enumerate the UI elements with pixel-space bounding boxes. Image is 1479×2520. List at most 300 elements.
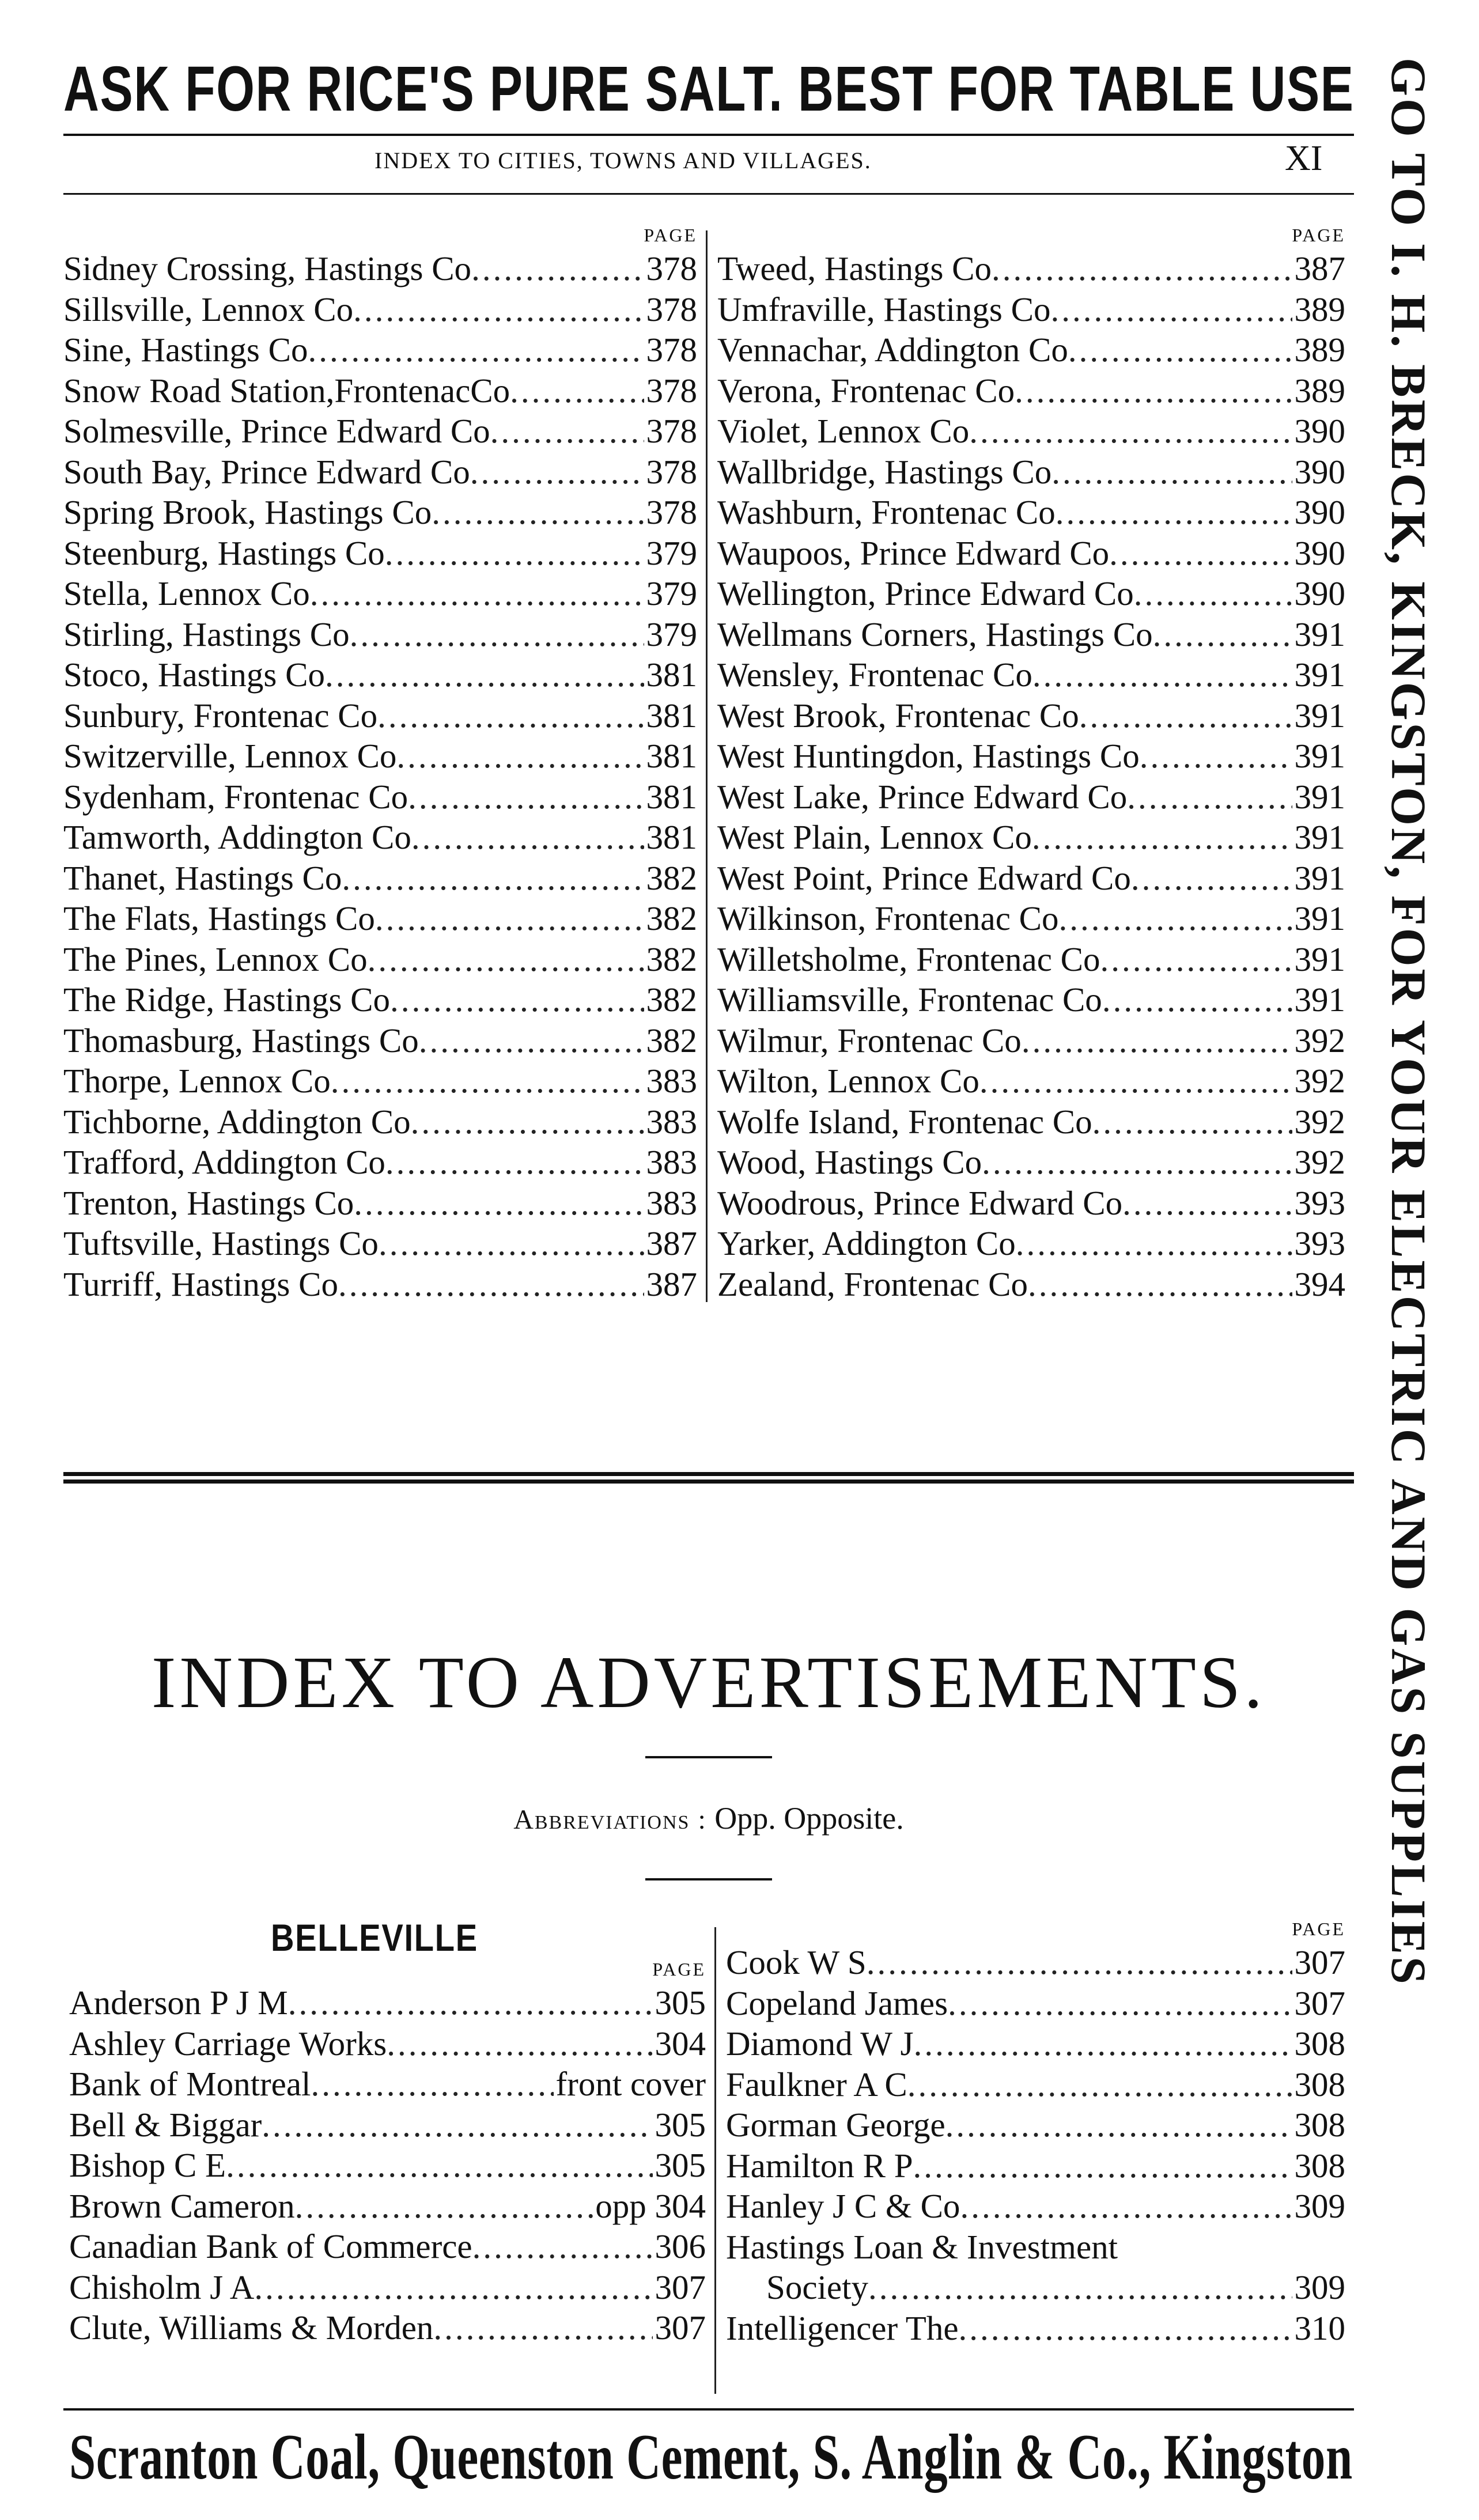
entry-name: Stirling, Hastings Co (63, 615, 350, 653)
abbrev-short-rule (645, 1878, 772, 1880)
index-entry (717, 452, 1345, 493)
index-entry (69, 2064, 706, 2105)
entry-name: Violet, Lennox Co (717, 412, 970, 450)
dot-leader (419, 1020, 644, 1061)
abbreviations-line (63, 1800, 1354, 1836)
dot-leader (387, 2023, 652, 2064)
dot-leader (350, 614, 644, 655)
entry-page: 391 (1294, 899, 1345, 937)
index-entry (63, 1264, 697, 1305)
dot-leader (342, 858, 644, 899)
entry-name: Willetsholme, Frontenac Co (717, 940, 1100, 978)
ads-column-left (69, 1956, 706, 2348)
entry-name: Steenburg, Hastings Co (63, 533, 385, 572)
entry-page: 391 (1294, 981, 1345, 1019)
entry-page: front cover (555, 2065, 706, 2103)
dot-leader (867, 1942, 1292, 1983)
entry-page: 307 (655, 2309, 706, 2347)
entry-name: Tichborne, Addington Co (63, 1102, 411, 1141)
cities-column-right (717, 222, 1345, 1304)
entry-page: 308 (1294, 2146, 1345, 2185)
entry-page: 392 (1294, 1062, 1345, 1100)
dot-leader (1051, 452, 1292, 493)
dot-leader (310, 573, 644, 614)
entry-name: Solmesville, Prince Edward Co (63, 412, 490, 450)
index-entry (63, 1142, 697, 1183)
entry-name: Sine, Hastings Co (63, 331, 308, 369)
index-entry (63, 736, 697, 777)
entry-page: 383 (646, 1143, 697, 1181)
abbreviations-label: Abbreviations : (513, 1804, 707, 1835)
dot-leader (471, 248, 644, 289)
index-entry (69, 2023, 706, 2064)
entry-name: Gorman George (726, 2106, 945, 2144)
dot-leader (907, 2064, 1292, 2105)
entry-page: 391 (1294, 656, 1345, 694)
index-entry (63, 858, 697, 899)
page-number: XI (1285, 139, 1323, 178)
entry-name: Bishop C E (69, 2146, 226, 2184)
entry-page: 306 (655, 2227, 706, 2265)
dot-leader (390, 979, 644, 1020)
index-entry (63, 654, 697, 695)
page-column-label: PAGE (652, 1959, 706, 1980)
entry-page: 381 (646, 696, 697, 735)
dot-leader (982, 1142, 1292, 1183)
entry-page: 389 (1294, 331, 1345, 369)
entry-name: West Point, Prince Edward Co (717, 858, 1131, 897)
entry-name: Wolfe Island, Frontenac Co (717, 1102, 1092, 1141)
entry-page: 304 (655, 2024, 706, 2063)
index-entry (63, 817, 697, 858)
entry-name: Wellmans Corners, Hastings Co (717, 615, 1153, 653)
ads-list-left (69, 1982, 706, 2348)
dot-leader (432, 492, 644, 533)
index-entry (63, 1020, 697, 1061)
dot-leader (868, 2267, 1292, 2308)
index-entry (717, 1183, 1345, 1224)
dot-leader (377, 695, 644, 736)
entry-name: Thanet, Hastings Co (63, 858, 342, 897)
index-entry (717, 695, 1345, 736)
index-entry (717, 289, 1345, 330)
index-entry (63, 1223, 697, 1264)
index-entry (717, 411, 1345, 452)
dot-leader (1102, 979, 1292, 1020)
index-entry (69, 2186, 706, 2227)
index-entry (717, 858, 1345, 899)
entry-page: 382 (646, 858, 697, 897)
entry-name: Wilmur, Frontenac Co (717, 1021, 1022, 1060)
index-entry (726, 2064, 1345, 2105)
index-entry (717, 939, 1345, 980)
entry-name: Tuftsville, Hastings Co (63, 1224, 379, 1262)
index-entry (63, 533, 697, 574)
dot-leader (254, 2267, 652, 2308)
entry-page: 382 (646, 940, 697, 978)
entry-name: Brown Cameron (69, 2186, 295, 2225)
entry-name: Faulkner A C (726, 2065, 907, 2103)
index-entry (717, 573, 1345, 614)
index-entry (717, 736, 1345, 777)
dot-leader (1153, 614, 1292, 655)
entry-name: West Huntingdon, Hastings Co (717, 737, 1140, 775)
entry-name: Switzerville, Lennox Co (63, 737, 397, 775)
index-entry (717, 330, 1345, 370)
index-entry (717, 1020, 1345, 1061)
entry-page: 387 (646, 1265, 697, 1303)
entry-page: 307 (655, 2268, 706, 2306)
index-entry (717, 1264, 1345, 1305)
entry-name: Waupoos, Prince Edward Co (717, 533, 1110, 572)
index-entry (63, 248, 697, 289)
entry-page: 381 (646, 818, 697, 856)
running-head: INDEX TO CITIES, TOWNS AND VILLAGES. (375, 147, 872, 173)
dot-leader (1032, 654, 1292, 695)
dot-leader (396, 736, 644, 777)
entry-name: Sidney Crossing, Hastings Co (63, 249, 472, 287)
index-entry (717, 1102, 1345, 1142)
ads-list-right (726, 1942, 1345, 2348)
entry-name: Thomasburg, Hastings Co (63, 1021, 419, 1060)
cities-list-right (717, 248, 1345, 1304)
entry-name: Turriff, Hastings Co (63, 1265, 338, 1303)
index-entry (717, 614, 1345, 655)
entry-page: 393 (1294, 1224, 1345, 1262)
title-short-rule (645, 1756, 772, 1758)
entry-page: 391 (1294, 858, 1345, 897)
entry-name: Anderson P J M (69, 1984, 288, 2022)
entry-page: 309 (1294, 2268, 1345, 2306)
entry-page: 382 (646, 1021, 697, 1060)
entry-page: 308 (1294, 2065, 1345, 2103)
entry-name: Tamworth, Addington Co (63, 818, 411, 856)
entry-page: 378 (646, 452, 697, 491)
index-entry (717, 979, 1345, 1020)
index-entry (69, 2145, 706, 2186)
footer-rule (63, 2408, 1354, 2411)
dot-leader (948, 1983, 1292, 2024)
entry-name: Williamsville, Frontenac Co (717, 981, 1102, 1019)
entry-page: 378 (646, 249, 697, 287)
dot-leader (325, 654, 644, 695)
dot-leader (1100, 939, 1292, 980)
cities-list-left (63, 248, 697, 1304)
dot-leader (1056, 492, 1292, 533)
dot-leader (1079, 695, 1292, 736)
index-entry (717, 898, 1345, 939)
index-entry (726, 1942, 1345, 1983)
index-entry (63, 330, 697, 370)
index-entry (717, 533, 1345, 574)
dot-leader (226, 2145, 652, 2186)
section-divider (63, 1472, 1354, 1484)
index-entry (69, 1982, 706, 2023)
dot-leader (411, 1102, 644, 1142)
entry-page: 391 (1294, 737, 1345, 775)
dot-leader (1068, 330, 1292, 370)
ads-column-divider (714, 1927, 716, 2394)
entry-name: Umfraville, Hastings Co (717, 290, 1051, 328)
dot-leader (1058, 898, 1292, 939)
entry-page: 378 (646, 371, 697, 410)
dot-leader (1092, 1102, 1292, 1142)
index-entry (717, 1142, 1345, 1183)
dot-leader (913, 2146, 1292, 2186)
entry-name: Sillsville, Lennox Co (63, 290, 354, 328)
entry-page: 381 (646, 737, 697, 775)
index-entry (63, 1102, 697, 1142)
index-entry (63, 695, 697, 736)
dot-leader (1122, 1183, 1292, 1224)
index-entry (726, 2308, 1345, 2349)
entry-page: 387 (1294, 249, 1345, 287)
entry-name: South Bay, Prince Edward Co (63, 452, 470, 491)
page-column-label: PAGE (644, 225, 697, 245)
index-entry (63, 573, 697, 614)
dot-leader (490, 411, 644, 452)
entry-page: 309 (1294, 2187, 1345, 2225)
index-entry (717, 1223, 1345, 1264)
abbreviations-text: Opp. Opposite. (714, 1801, 904, 1836)
index-entry (726, 2267, 1345, 2308)
index-entry (717, 654, 1345, 695)
dot-leader (1015, 370, 1292, 411)
dot-leader (1131, 858, 1292, 899)
page-column-label: PAGE (1292, 1919, 1345, 1939)
entry-name: Canadian Bank of Commerce (69, 2227, 472, 2265)
entry-name: Verona, Frontenac Co (717, 371, 1015, 410)
entry-page: 379 (646, 533, 697, 572)
dot-leader (1028, 1264, 1292, 1305)
index-entry (63, 898, 697, 939)
entry-page: 383 (646, 1183, 697, 1222)
entry-page: 381 (646, 656, 697, 694)
cities-column-left (63, 222, 697, 1304)
index-entry (63, 1183, 697, 1224)
index-entry (726, 2227, 1345, 2268)
dot-leader (262, 2105, 652, 2146)
entry-page: 389 (1294, 371, 1345, 410)
entry-name: West Plain, Lennox Co (717, 818, 1032, 856)
entry-name: Stoco, Hastings Co (63, 656, 325, 694)
top-advert-banner: ASK FOR RICE'S PURE SALT. BEST FOR TABLE USE (63, 54, 1355, 124)
entry-page: 391 (1294, 777, 1345, 816)
index-entry (726, 2186, 1345, 2227)
entry-name: Trenton, Hastings Co (63, 1183, 354, 1222)
entry-name: The Flats, Hastings Co (63, 899, 375, 937)
entry-name: Washburn, Frontenac Co (717, 493, 1056, 531)
dot-leader (379, 1223, 644, 1264)
dot-leader (960, 2186, 1292, 2227)
entry-page: 390 (1294, 493, 1345, 531)
dot-leader (1022, 1020, 1292, 1061)
entry-name: Zealand, Frontenac Co (717, 1265, 1028, 1303)
entry-page: 392 (1294, 1021, 1345, 1060)
entry-name: Sydenham, Frontenac Co (63, 777, 408, 816)
entry-page: 378 (646, 493, 697, 531)
dot-leader (510, 370, 644, 411)
entry-name: West Lake, Prince Edward Co (717, 777, 1128, 816)
dot-leader (288, 1982, 653, 2023)
entry-page: 308 (1294, 2025, 1345, 2063)
dot-leader (969, 411, 1292, 452)
entry-name: Bank of Montreal (69, 2065, 311, 2103)
entry-page: 391 (1294, 615, 1345, 653)
entry-page: 392 (1294, 1102, 1345, 1141)
entry-name: Sunbury, Frontenac Co (63, 696, 378, 735)
index-entry (63, 411, 697, 452)
entry-name: Ashley Carriage Works (69, 2024, 387, 2063)
page-column-label: PAGE (1292, 225, 1345, 245)
entry-name: Tweed, Hastings Co (717, 249, 992, 287)
entry-page: 381 (646, 777, 697, 816)
dot-leader (992, 248, 1292, 289)
entry-page: 383 (646, 1102, 697, 1141)
entry-page: 387 (646, 1224, 697, 1262)
entry-name: Clute, Williams & Morden (69, 2309, 434, 2347)
dot-leader (1140, 736, 1292, 777)
dot-leader (331, 1061, 644, 1102)
entry-page: 391 (1294, 696, 1345, 735)
dot-leader (408, 777, 644, 818)
entry-page: 383 (646, 1062, 697, 1100)
dot-leader (945, 2105, 1292, 2146)
dot-leader (433, 2307, 652, 2348)
dot-leader (411, 817, 644, 858)
entry-name: Spring Brook, Hastings Co (63, 493, 432, 531)
index-entry (717, 370, 1345, 411)
entry-page: 391 (1294, 818, 1345, 856)
entry-name: Yarker, Addington Co (717, 1224, 1016, 1262)
dot-leader (979, 1061, 1292, 1102)
dot-leader (385, 1142, 644, 1183)
dot-leader (1016, 1223, 1292, 1264)
entry-page: 310 (1294, 2309, 1345, 2347)
entry-name: Wilton, Lennox Co (717, 1062, 979, 1100)
entry-page: 394 (1294, 1265, 1345, 1303)
entry-name: Wood, Hastings Co (717, 1143, 982, 1181)
entry-page: 392 (1294, 1143, 1345, 1181)
index-entry (717, 1061, 1345, 1102)
entry-name: The Ridge, Hastings Co (63, 981, 391, 1019)
index-entry (717, 248, 1345, 289)
index-entry (63, 289, 697, 330)
entry-name: Hanley J C & Co (726, 2187, 960, 2225)
entry-page: 390 (1294, 533, 1345, 572)
index-entry (717, 492, 1345, 533)
side-advert-banner: GO TO I. H. BRECK, KINGSTON, FOR YOUR ELECTRIC AND GAS SUPPLIES (1381, 58, 1436, 1987)
entry-page: opp 304 (595, 2186, 706, 2225)
dot-leader (470, 452, 644, 493)
entry-page: 389 (1294, 290, 1345, 328)
entry-name: Bell & Biggar (69, 2105, 262, 2144)
entry-name: Wallbridge, Hastings Co (717, 452, 1052, 491)
index-entry (726, 2146, 1345, 2186)
index-entry (63, 1061, 697, 1102)
entry-name: The Pines, Lennox Co (63, 940, 368, 978)
dot-leader (1032, 817, 1292, 858)
entry-page: 390 (1294, 452, 1345, 491)
entry-name: Copeland James (726, 1984, 948, 2022)
entry-name: Vennachar, Addington Co (717, 331, 1068, 369)
dot-leader (354, 1183, 644, 1224)
entry-name: Hastings Loan & Investment (726, 2227, 1118, 2266)
entry-page: 308 (1294, 2106, 1345, 2144)
entry-name: Diamond W J (726, 2025, 914, 2063)
ads-index-title: INDEX TO ADVERTISEMENTS. (151, 1641, 1266, 1723)
dot-leader (311, 2064, 553, 2105)
entry-page: 379 (646, 574, 697, 612)
entry-page: 379 (646, 615, 697, 653)
index-entry (69, 2307, 706, 2348)
dot-leader (959, 2308, 1292, 2349)
index-entry (69, 2267, 706, 2308)
dot-leader (1109, 533, 1292, 574)
dot-leader (353, 289, 644, 330)
entry-page: 378 (646, 412, 697, 450)
entry-name: Stella, Lennox Co (63, 574, 310, 612)
entry-page: 382 (646, 981, 697, 1019)
entry-name: Hamilton R P (726, 2146, 913, 2185)
entry-page: 382 (646, 899, 697, 937)
entry-page: 378 (646, 290, 697, 328)
index-entry (63, 979, 697, 1020)
index-entry (63, 939, 697, 980)
cities-column-divider (706, 230, 708, 1302)
entry-name: Wensley, Frontenac Co (717, 656, 1032, 694)
entry-name: Intelligencer The (726, 2309, 959, 2347)
index-entry (63, 777, 697, 818)
index-entry (726, 2023, 1345, 2064)
entry-page: 391 (1294, 940, 1345, 978)
entry-name: Woodrous, Prince Edward Co (717, 1183, 1123, 1222)
dot-leader (1050, 289, 1292, 330)
dot-leader (472, 2226, 653, 2267)
index-entry (63, 452, 697, 493)
entry-name: Cook W S (726, 1943, 867, 1981)
entry-page: 390 (1294, 412, 1345, 450)
index-entry (63, 370, 697, 411)
dot-leader (1127, 777, 1292, 818)
dot-leader (914, 2023, 1292, 2064)
ads-column-right (726, 1916, 1345, 2348)
entry-name: Wellington, Prince Edward Co (717, 574, 1134, 612)
entry-page: 393 (1294, 1183, 1345, 1222)
entry-name: Wilkinson, Frontenac Co (717, 899, 1059, 937)
index-entry (726, 2105, 1345, 2146)
header-rule (63, 134, 1354, 136)
entry-page: 307 (1294, 1943, 1345, 1981)
running-head-rule (63, 193, 1354, 195)
index-entry (69, 2226, 706, 2267)
index-entry (717, 817, 1345, 858)
entry-page: 305 (655, 1984, 706, 2022)
dot-leader (338, 1264, 644, 1305)
index-entry (726, 1983, 1345, 2024)
dot-leader (368, 939, 644, 980)
index-entry (63, 614, 697, 655)
entry-page: 305 (655, 2146, 706, 2184)
entry-page: 305 (655, 2105, 706, 2144)
entry-page: 307 (1294, 1984, 1345, 2022)
dot-leader (295, 2186, 593, 2227)
bottom-advert-banner: Scranton Coal, Queenston Cement, S. Anglin & Co., Kingston (69, 2421, 1353, 2493)
dot-leader (385, 533, 644, 574)
index-entry (717, 777, 1345, 818)
section-heading-belleville: BELLEVILLE (271, 1916, 478, 1959)
dot-leader (1134, 573, 1292, 614)
